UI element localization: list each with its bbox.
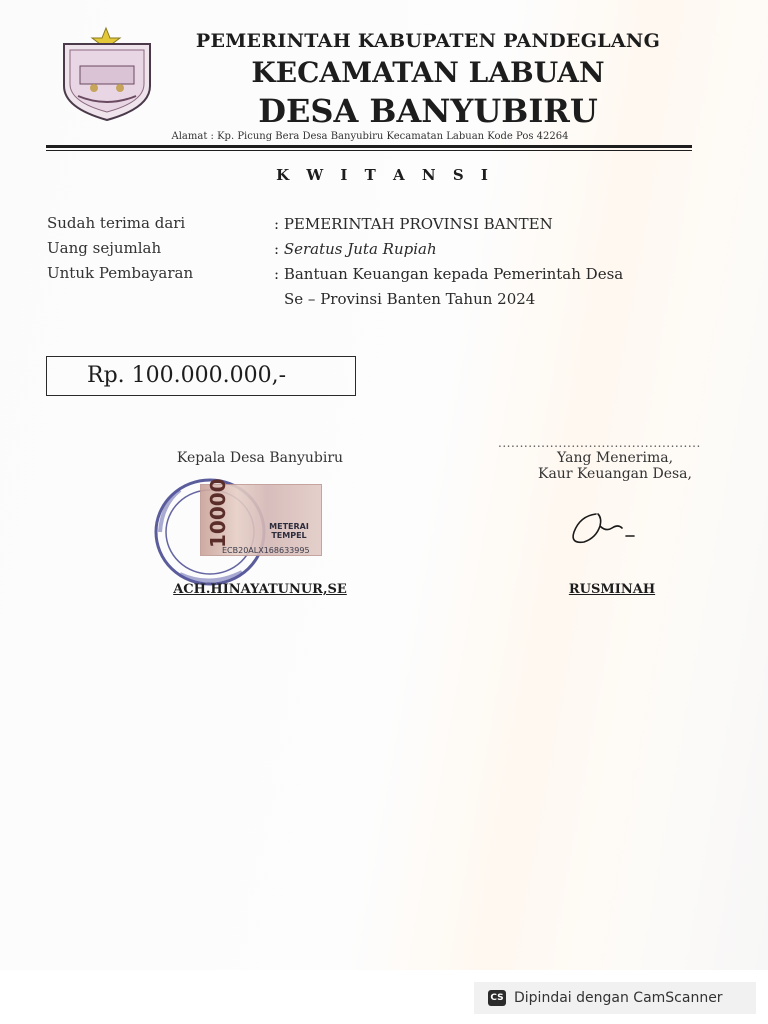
received-from-value: : PEMERINTAH PROVINSI BANTEN <box>274 215 553 233</box>
revenue-stamp-code: ECB20ALX168633995 <box>222 546 310 555</box>
revenue-stamp-label <box>264 522 314 540</box>
revenue-stamp-label-1: METERAI <box>269 522 309 531</box>
regency-emblem-icon <box>56 26 160 122</box>
receiver-title: Yang Menerima, <box>556 450 674 466</box>
camscanner-icon: CS <box>488 990 506 1006</box>
amount-words-label: Uang sejumlah <box>47 239 162 257</box>
village-head-name: ACH.HINAYATUNUR,SE <box>173 582 347 597</box>
revenue-stamp-label-2: TEMPEL <box>271 531 307 540</box>
purpose-label: Untuk Pembayaran <box>47 264 194 282</box>
header-address: Alamat : Kp. Picung Bera Desa Banyubiru Kecamatan Labuan Kode Pos 42264 <box>171 131 569 142</box>
purpose-value-line2: Se – Provinsi Banten Tahun 2024 <box>284 290 536 308</box>
header-district: KECAMATAN LABUAN <box>251 56 605 89</box>
treasurer-name: RUSMINAH <box>568 582 656 597</box>
handwritten-signature-icon <box>566 502 646 552</box>
header-rule-thin <box>46 150 692 151</box>
received-from-label: Sudah terima dari <box>47 214 186 232</box>
signature-date-dots: ............................................... <box>498 436 701 450</box>
treasurer-title: Kaur Keuangan Desa, <box>538 466 692 482</box>
amount-words-text: Seratus Juta Rupiah <box>283 240 437 258</box>
amount-words-value: : Seratus Juta Rupiah <box>274 240 437 258</box>
revenue-stamp-value: 10000 <box>206 478 230 548</box>
camscanner-badge <box>474 982 756 1014</box>
purpose-value: : Bantuan Keuangan kepada Pemerintah Desa <box>274 265 624 283</box>
document-title: K W I T A N S I <box>276 166 494 184</box>
camscanner-text: Dipindai dengan CamScanner <box>514 990 723 1006</box>
header-rule-thick <box>46 145 692 148</box>
village-head-title: Kepala Desa Banyubiru <box>176 450 344 466</box>
header-village: DESA BANYUBIRU <box>258 92 598 130</box>
header-government: PEMERINTAH KABUPATEN PANDEGLANG <box>195 30 661 52</box>
amount-box: Rp. 100.000.000,- <box>46 356 356 396</box>
